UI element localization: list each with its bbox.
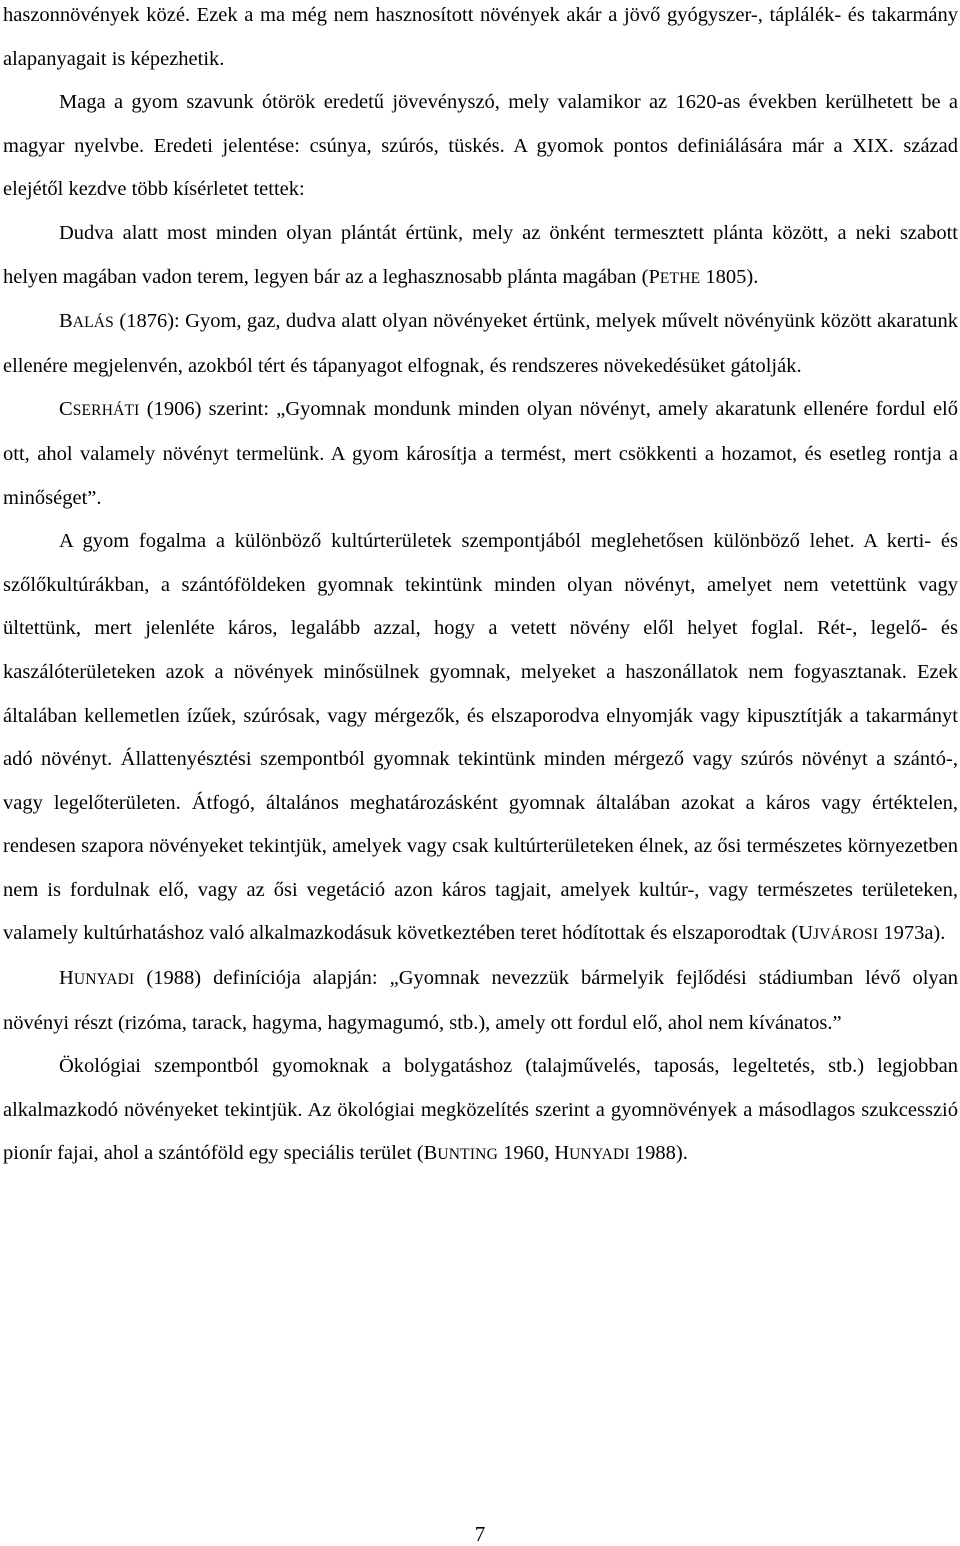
paragraph-text: A gyom fogalma a különböző kultúrterületek szempontjából meglehetősen különböző lehet. A kerti- és szőlőkultúrákban, a szántóföldeken gyomnak tekintünk minden olyan növényt, amelyet nem vetettünk vagy ültettünk, mert jelenléte káros, legalább azzal, hogy a vetett növény elől helyet foglal. Rét-, legelő- és kaszálóterületeken azok a növények minősülnek gyomnak, melyeket a haszonállatok nem fogyasztanak. Ezek általában kellemetlen ízűek, szúrósak, vagy mérgezők, és elszaporodva elnyomják vagy kipusztítják a takarmányt adó növényt. Állattenyésztési szempontból gyomnak tekintünk minden mérgező vagy szúrós növényt a szántó-, vagy legelőterületen. Átfogó, általános meghatározásként gyomnak általában azokat a káros vagy értéktelen, rendesen szapora növényeket tekintjük, amelyek vagy csak kultúrterületeken élnek, az ősi természetes környezetben nem is fordulnak elő, vagy az ősi vegetáció azon káros tagjait, amelyek kultúr-, vagy természetes területeken, valamely kultúrhatáshoz való alkalmazkodásuk következtében teret hódítottak és elszaporodtak ( (3, 530, 958, 945)
paragraph-text: U (798, 922, 814, 945)
paragraph-continuation (3, 0, 958, 81)
paragraph-pethe-definition (3, 212, 958, 300)
author-name-smallcaps: UNYADI (73, 971, 135, 989)
paragraph-gyom-etymology (3, 81, 958, 212)
paragraph-text: B (59, 310, 73, 333)
document-page (3, 0, 958, 1177)
author-name-smallcaps: JVÁROSI (813, 926, 879, 944)
paragraph-text: 1973a). (878, 922, 946, 945)
paragraph-text: 1805). (700, 265, 759, 288)
paragraph-hunyadi-definition (3, 957, 958, 1045)
author-name-smallcaps: UNTING (437, 1146, 498, 1164)
paragraph-text: 1988). (629, 1142, 688, 1165)
author-name-smallcaps: ETHE (659, 269, 701, 287)
paragraph-text: P (648, 265, 660, 288)
paragraph-text: C (59, 398, 73, 421)
page-number: 7 (474, 1522, 486, 1546)
paragraph-cserhati-definition (3, 388, 958, 520)
paragraph-text: B (423, 1142, 438, 1165)
paragraph-text: H (554, 1142, 570, 1165)
paragraph-ecological-definition (3, 1045, 958, 1177)
paragraph-text: Maga a gyom szavunk ótörök eredetű jövevényszó, mely valamikor az 1620-as években kerülhetett be a magyar nyelvbe. Eredeti jelentése: csúnya, szúrós, tüskés. A gyomok pontos definiálására már a XIX. század elejétől kezdve több kísérletet tettek: (3, 91, 958, 201)
paragraph-cultivation-areas (3, 520, 958, 957)
author-name-smallcaps: SERHÁTI (72, 402, 140, 420)
paragraph-text: haszonnövények közé. Ezek a ma még nem hasznosított növények akár a jövő gyógyszer-, táplálék- és takarmány alapanyagait is képezhetik. (3, 4, 958, 70)
paragraph-text: 1960, (497, 1142, 555, 1165)
paragraph-text: (1876): Gyom, gaz, dudva alatt olyan növényeket értünk, melyek művelt növényünk között akaratunk ellenére megjelenvén, azokból tért és tápanyagot elfognak, és rendszeres növekedésüket gátolják. (3, 310, 958, 377)
paragraph-text: (1988) definíciója alapján: „Gyomnak nevezzük bármelyik fejlődési stádiumban lévő olyan növényi részt (rizóma, tarack, hagyma, hagymagumó, stb.), amely ott fordul elő, ahol nem kívánatos.” (3, 967, 958, 1034)
author-name-smallcaps: UNYADI (569, 1146, 630, 1164)
author-name-smallcaps: ALÁS (72, 314, 114, 332)
paragraph-balas-definition (3, 300, 958, 388)
paragraph-text: H (59, 967, 74, 990)
paragraph-text: Dudva alatt most minden olyan plántát értünk, mely az önként termesztett plánta között, a neki szabott helyen magában vadon terem, legyen bár az a leghasznosabb plánta magában ( (3, 221, 958, 288)
paragraph-text: Ökológiai szempontból gyomoknak a bolygatáshoz (talajművelés, taposás, legeltetés, stb.) legjobban alkalmazkodó növényeket tekintjük. Az ökológiai megközelítés szerint a gyomnövények a másodlagos szukcesszió pionír fajai, ahol a szántóföld egy speciális terület ( (3, 1055, 958, 1165)
paragraph-text: (1906) szerint: „Gyomnak mondunk minden olyan növényt, amely akaratunk ellenére fordul elő ott, ahol valamely növényt termelünk. A gyom károsítja a termést, mert csökkenti a hozamot, és esetleg rontja a minőséget”. (3, 398, 958, 509)
